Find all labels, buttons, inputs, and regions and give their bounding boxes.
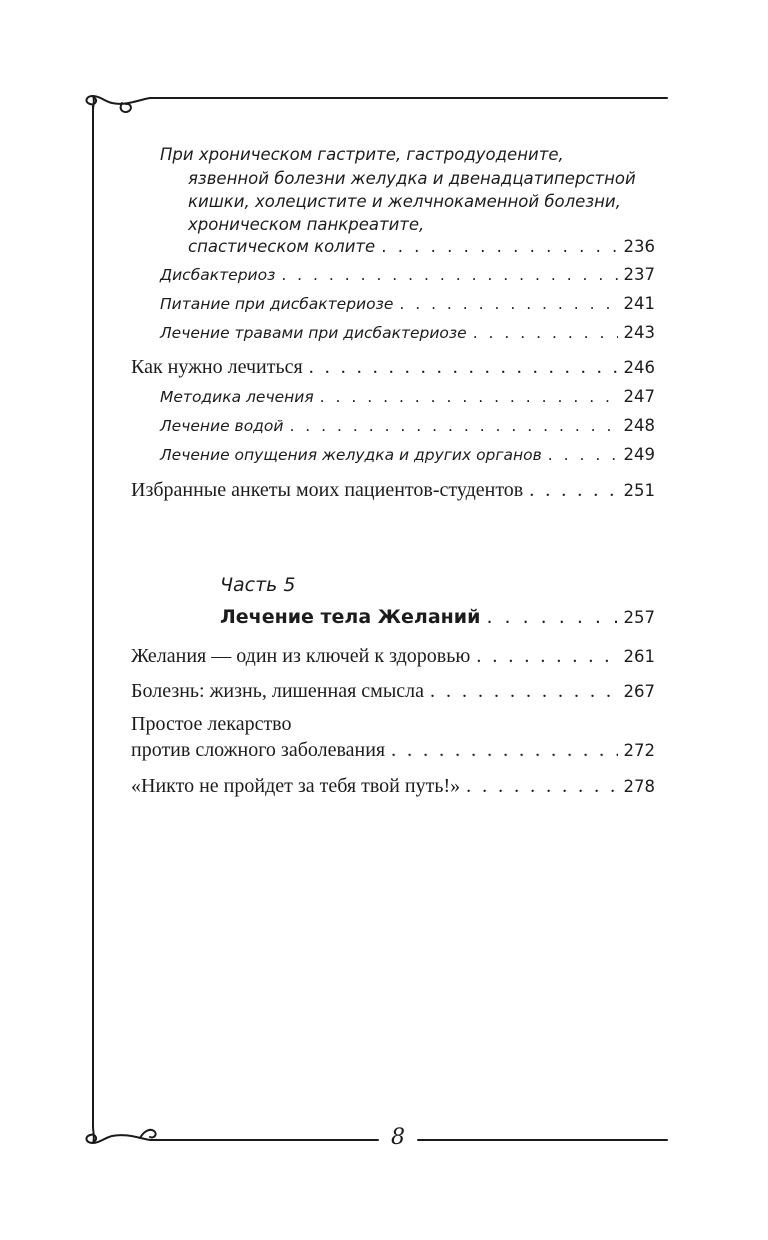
toc-entry-nutrition [160, 294, 655, 313]
leader-dots [289, 417, 617, 435]
toc-page-number: 257 [623, 608, 655, 627]
toc-entry-title: против сложного заболевания [131, 739, 386, 761]
leader-dots [309, 356, 618, 379]
toc-page-number: 236 [623, 237, 655, 256]
leader-dots [466, 775, 617, 798]
toc-entry-how-to-heal [131, 356, 655, 379]
leader-dots [391, 739, 617, 762]
leader-dots [320, 388, 618, 406]
toc-page-number: 261 [623, 647, 655, 666]
toc-entry-selected-questionnaires [131, 479, 655, 502]
part-label: Часть 5 [220, 574, 296, 596]
toc-entry-title: Методика лечения [160, 388, 314, 406]
toc-entry-herbal-treatment [160, 323, 655, 342]
toc-entry-title: Лечение водой [160, 417, 284, 435]
leader-dots [399, 295, 617, 313]
toc-entry-gastritis [188, 237, 655, 256]
toc-entry-title: Желания — один из ключей к здоровью [131, 645, 471, 667]
leader-dots [548, 446, 618, 464]
toc-entry-title: Лечение травами при дисбактериозе [160, 324, 467, 342]
part-title: Лечение тела Желаний [220, 606, 481, 628]
toc-entry-gastritis-line-3: кишки, холецистите и желчнокаменной болезни, [188, 192, 621, 211]
toc-entry-title: Болезнь: жизнь, лишенная смысла [131, 680, 424, 702]
toc-entry-gastritis-line-4: хроническом панкреатите, [188, 215, 425, 234]
toc-page-number: 249 [623, 445, 655, 464]
leader-dots [281, 266, 617, 284]
toc-entry-title: Дисбактериоз [160, 266, 276, 284]
toc-entry-title: Питание при дисбактериозе [160, 295, 394, 313]
toc-page-number: 246 [623, 358, 655, 377]
toc-entry-water-treatment [160, 416, 655, 435]
leader-dots [381, 237, 617, 256]
leader-dots [473, 324, 618, 342]
toc-page-number: 251 [623, 481, 655, 500]
page-number: 8 [391, 1125, 405, 1150]
toc-page-number: 248 [623, 416, 655, 435]
toc-entry-title: Лечение опущения желудка и других органов [160, 446, 542, 464]
toc-entry-nobody-will-walk [131, 775, 655, 798]
toc-entry-title: спастическом колите [188, 237, 376, 256]
toc-page-number: 272 [623, 741, 655, 760]
toc-page-number: 267 [623, 682, 655, 701]
toc-entry-title: Избранные анкеты моих пациентов-студентов [131, 479, 524, 501]
toc-entry-simple-remedy-line-1: Простое лекарство [131, 713, 292, 735]
toc-entry-gastritis-line-2: язвенной болезни желудка и двенадцатиперстной [188, 169, 636, 188]
leader-dots [486, 606, 617, 628]
toc-entry-part-5 [220, 606, 655, 628]
toc-page-number: 247 [623, 387, 655, 406]
toc-entry-dysbacteriosis [160, 265, 655, 284]
toc-entry-desires [131, 645, 655, 668]
toc-entry-method [160, 387, 655, 406]
toc-entry-illness [131, 680, 655, 703]
toc-page-number: 278 [623, 777, 655, 796]
leader-dots [529, 479, 617, 502]
toc-page-number: 241 [623, 294, 655, 313]
toc-entry-gastritis-line-1: При хроническом гастрите, гастродуодените, [160, 145, 564, 164]
leader-dots [476, 645, 617, 668]
toc-entry-title: «Никто не пройдет за тебя твой путь!» [131, 775, 461, 797]
toc-entry-title: Как нужно лечиться [131, 356, 303, 378]
leader-dots [430, 680, 618, 703]
toc-page-number: 243 [623, 323, 655, 342]
toc-page-number: 237 [623, 265, 655, 284]
toc-entry-simple-remedy [131, 739, 655, 762]
toc-entry-prolapse-treatment [160, 445, 655, 464]
